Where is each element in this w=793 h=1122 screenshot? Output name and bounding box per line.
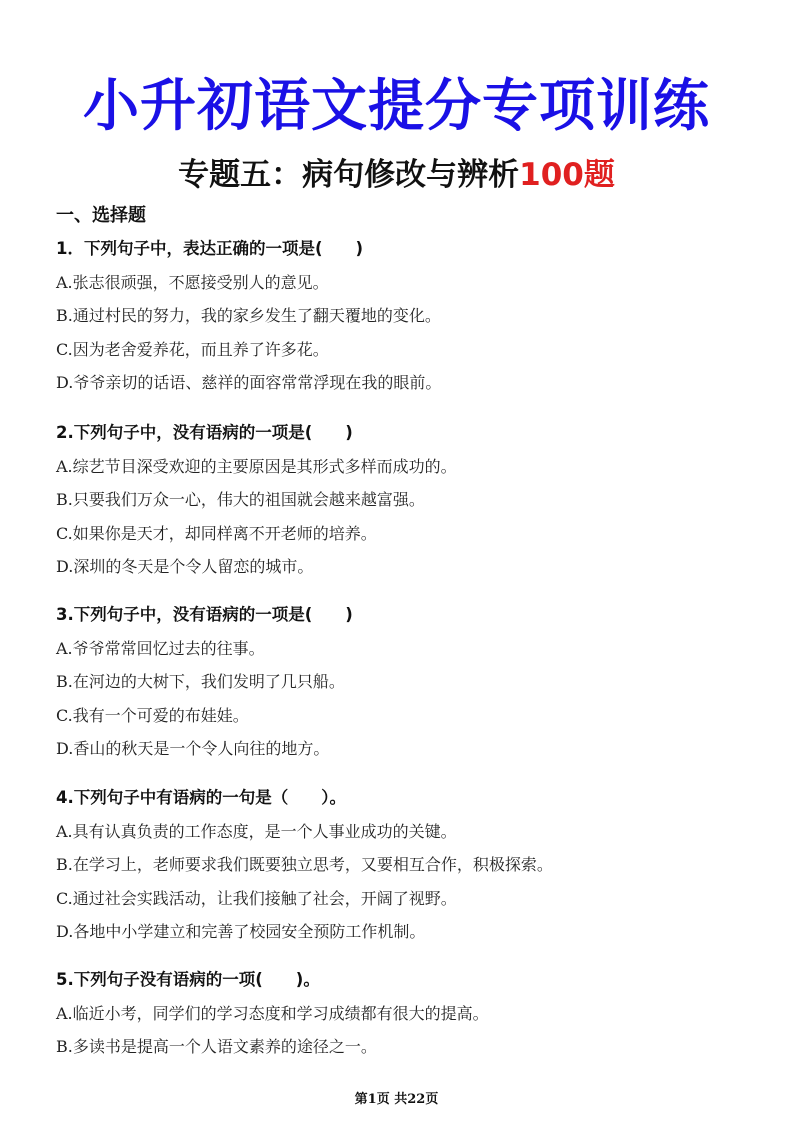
question-option: B.多读书是提高一个人语文素养的途径之一。	[56, 1037, 377, 1056]
question-option: B.在河边的大树下，我们发明了几只船。	[56, 672, 345, 691]
question-stem: 1．下列句子中，表达正确的一项是( )	[56, 239, 364, 258]
section-title: 一、选择题	[56, 205, 146, 226]
question-block	[56, 968, 756, 1059]
question-block	[56, 603, 756, 761]
page-title: 小升初语文提分专项训练	[83, 74, 710, 139]
question-option: A.张志很顽强，不愿接受别人的意见。	[56, 272, 329, 292]
question-option: D.各地中小学建立和完善了校园安全预防工作机制。	[56, 922, 426, 941]
question-option: A.具有认真负责的工作态度，是一个人事业成功的关键。	[56, 821, 457, 841]
question-option: B.通过村民的努力，我的家乡发生了翻天覆地的变化。	[56, 306, 441, 325]
question-option: A.爷爷常常回忆过去的往事。	[56, 638, 265, 658]
question-block	[56, 237, 756, 395]
question-option: C.通过社会实践活动，让我们接触了社会，开阔了视野。	[56, 888, 457, 908]
question-option: C.如果你是天才，却同样离不开老师的培养。	[56, 523, 377, 543]
question-block	[56, 421, 756, 579]
question-option: C.我有一个可爱的布娃娃。	[56, 705, 249, 725]
question-option: D.深圳的冬天是个令人留恋的城市。	[56, 557, 314, 576]
question-option: B.在学习上，老师要求我们既要独立思考，又要相互合作，积极探索。	[56, 855, 553, 874]
question-block	[56, 786, 756, 944]
question-option: A.临近小考，同学们的学习态度和学习成绩都有很大的提高。	[56, 1003, 489, 1023]
question-stem: 3.下列句子中，没有语病的一项是( )	[56, 605, 353, 624]
question-option: C.因为老舍爱养花，而且养了许多花。	[56, 339, 329, 359]
subtitle-main: 专题五：病句修改与辨析	[178, 157, 520, 193]
page-number: 第1页 共22页	[354, 1092, 439, 1107]
question-option: A.综艺节目深受欢迎的主要原因是其形式多样而成功的。	[56, 456, 457, 476]
subtitle-accent: 100题	[519, 157, 615, 193]
question-option: D.香山的秋天是一个令人向往的地方。	[56, 739, 330, 758]
question-stem: 5.下列句子没有语病的一项( )。	[56, 970, 320, 989]
question-stem: 2.下列句子中，没有语病的一项是( )	[56, 423, 353, 442]
page-subtitle	[0, 153, 793, 197]
question-option: B.只要我们万众一心，伟大的祖国就会越来越富强。	[56, 490, 425, 509]
question-option: D.爷爷亲切的话语、慈祥的面容常常浮现在我的眼前。	[56, 373, 442, 392]
question-stem: 4.下列句子中有语病的一句是（ ）。	[56, 788, 346, 807]
